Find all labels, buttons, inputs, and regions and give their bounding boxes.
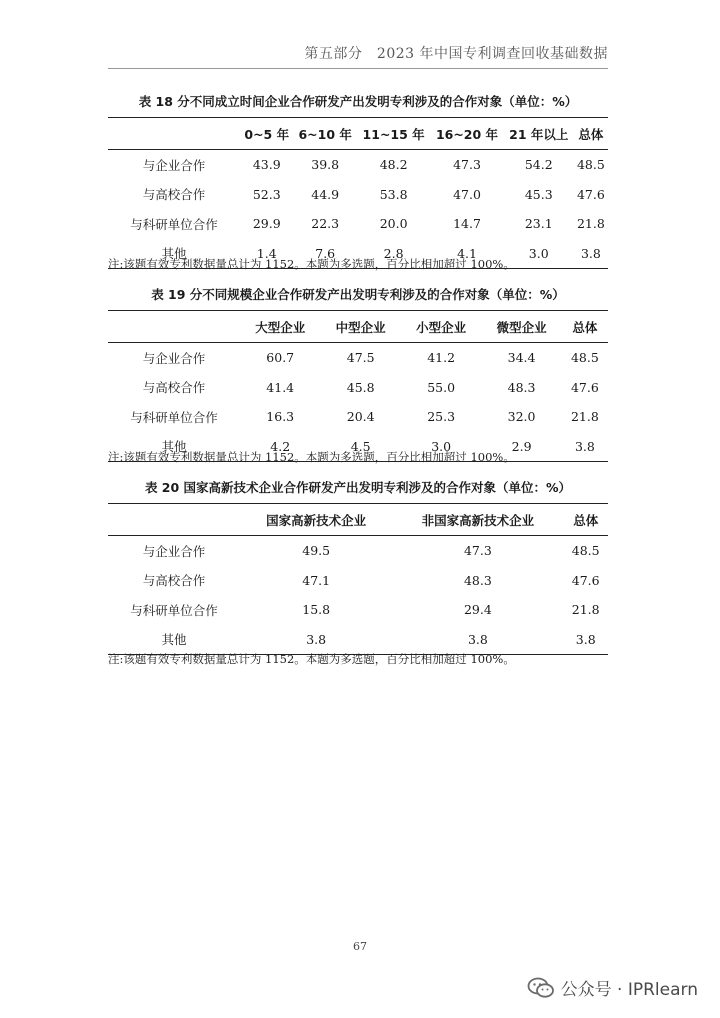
table-cell: 4.2 xyxy=(270,438,291,454)
column-header: 小型企业 xyxy=(416,319,467,335)
row-header: 其他 xyxy=(161,439,187,455)
table-cell: 41.2 xyxy=(427,350,456,366)
table-header-row xyxy=(108,504,608,536)
column-header: 大型企业 xyxy=(255,319,306,335)
table-cell: 41.4 xyxy=(266,379,295,395)
column-header: 21 年以上 xyxy=(509,126,569,142)
running-header: 第五部分 2023 年中国专利调查回收基础数据 xyxy=(304,46,608,62)
table-cell: 29.4 xyxy=(463,602,492,618)
column-header: 0~5 年 xyxy=(244,126,290,142)
page-number: 67 xyxy=(353,940,367,953)
table-cell: 47.0 xyxy=(453,186,481,202)
row-header: 与企业合作 xyxy=(142,350,206,366)
table-note: 注:该题有效专利数据量总计为 1152。本题为多选题，百分比相加超过 100%。 xyxy=(108,257,515,271)
column-header: 中型企业 xyxy=(335,319,386,335)
table-cell: 3.8 xyxy=(580,245,601,261)
table-cell: 32.0 xyxy=(507,409,536,425)
table-row xyxy=(108,343,608,373)
table-cell: 43.9 xyxy=(252,157,281,173)
table-cell: 47.6 xyxy=(570,379,599,395)
table-row xyxy=(108,402,608,432)
table-cell: 3.8 xyxy=(306,631,327,647)
table-cell: 21.8 xyxy=(570,409,599,425)
table-cell: 47.6 xyxy=(576,186,605,202)
row-header: 与高校合作 xyxy=(142,380,206,396)
table-cell: 3.8 xyxy=(467,631,488,647)
watermark xyxy=(527,975,698,1000)
table-cell: 22.3 xyxy=(311,216,340,232)
table-cell: 21.8 xyxy=(576,216,605,232)
table-cell: 47.3 xyxy=(463,543,492,559)
table-cell: 49.5 xyxy=(302,543,331,559)
column-header: 16~20 年 xyxy=(435,126,499,142)
row-header: 与科研单位合作 xyxy=(130,216,218,232)
table-header-row xyxy=(108,311,608,343)
table-row xyxy=(108,373,608,403)
row-header: 与科研单位合作 xyxy=(130,602,218,618)
column-header: 11~15 年 xyxy=(362,126,425,142)
table-cell: 54.2 xyxy=(524,157,553,173)
table-cell: 15.8 xyxy=(302,602,331,618)
column-header xyxy=(108,311,240,343)
row-header: 与科研单位合作 xyxy=(130,409,218,425)
watermark-text: 公众号 · IPRlearn xyxy=(560,980,698,1000)
row-header: 与高校合作 xyxy=(142,187,206,203)
table-cell: 47.6 xyxy=(571,572,600,588)
data-table xyxy=(108,117,608,269)
row-header: 其他 xyxy=(161,632,187,648)
table-cell: 47.3 xyxy=(453,157,481,173)
table-title: 表 18 分不同成立时间企业合作研发产出发明专利涉及的合作对象（单位：%） xyxy=(138,94,578,109)
table-cell: 44.9 xyxy=(311,186,340,202)
column-header: 微型企业 xyxy=(496,319,547,335)
column-header: 国家高新技术企业 xyxy=(266,512,367,528)
row-header: 其他 xyxy=(161,246,187,262)
table-cell: 55.0 xyxy=(427,379,456,395)
table-cell: 48.5 xyxy=(571,543,600,559)
table-cell: 25.3 xyxy=(427,409,456,425)
table-cell: 53.8 xyxy=(379,186,408,202)
table-cell: 23.1 xyxy=(524,216,553,232)
table-cell: 2.9 xyxy=(511,438,532,454)
table-row xyxy=(108,595,608,625)
table-row xyxy=(108,209,608,239)
column-header: 总体 xyxy=(578,126,604,142)
table-18-block xyxy=(108,92,608,269)
table-cell: 52.3 xyxy=(252,186,281,202)
table-cell: 34.4 xyxy=(507,350,536,366)
table-cell: 1.4 xyxy=(256,245,277,261)
table-cell: 60.7 xyxy=(266,350,295,366)
table-19-block xyxy=(108,285,608,462)
table-header-row xyxy=(108,118,608,150)
wechat-official-account-icon xyxy=(527,977,555,999)
header-rule xyxy=(108,68,608,69)
column-header: 6~10 年 xyxy=(298,126,352,142)
column-header xyxy=(108,118,240,150)
table-cell: 21.8 xyxy=(571,602,600,618)
table-note: 注:该题有效专利数据量总计为 1152。本题为多选题，百分比相加超过 100%。 xyxy=(108,450,515,464)
table-cell: 47.5 xyxy=(346,350,375,366)
table-cell: 29.9 xyxy=(252,216,281,232)
table-row xyxy=(108,625,608,655)
table-cell: 45.8 xyxy=(346,379,375,395)
table-cell: 3.8 xyxy=(575,631,596,647)
table-title: 表 20 国家高新技术企业合作研发产出发明专利涉及的合作对象（单位：%） xyxy=(144,480,572,495)
table-row xyxy=(108,150,608,180)
table-row xyxy=(108,536,608,566)
table-cell: 47.1 xyxy=(302,572,331,588)
column-header: 总体 xyxy=(573,512,599,528)
table-cell: 48.3 xyxy=(507,379,536,395)
row-header: 与企业合作 xyxy=(142,157,206,173)
table-cell: 3.0 xyxy=(431,438,452,454)
table-row xyxy=(108,180,608,210)
table-title: 表 19 分不同规模企业合作研发产出发明专利涉及的合作对象（单位：%） xyxy=(151,287,565,302)
table-cell: 4.5 xyxy=(350,438,371,454)
table-cell: 2.8 xyxy=(383,245,404,261)
table-cell: 3.8 xyxy=(574,438,595,454)
table-20-block xyxy=(108,478,608,655)
table-cell: 3.0 xyxy=(528,245,549,261)
data-table xyxy=(108,503,608,655)
table-cell: 4.1 xyxy=(457,245,477,261)
table-row xyxy=(108,566,608,596)
table-cell: 48.5 xyxy=(570,350,599,366)
table-cell: 48.3 xyxy=(463,572,492,588)
table-cell: 20.4 xyxy=(346,409,375,425)
table-note: 注:该题有效专利数据量总计为 1152。本题为多选题，百分比相加超过 100%。 xyxy=(108,652,515,666)
table-cell: 48.5 xyxy=(576,157,605,173)
table-cell: 14.7 xyxy=(453,216,481,232)
column-header: 非国家高新技术企业 xyxy=(421,512,535,528)
table-cell: 16.3 xyxy=(266,409,295,425)
row-header: 与企业合作 xyxy=(142,543,206,559)
table-cell: 45.3 xyxy=(524,186,553,202)
column-header: 总体 xyxy=(572,319,598,335)
table-cell: 20.0 xyxy=(379,216,408,232)
table-cell: 7.6 xyxy=(315,245,336,261)
data-table xyxy=(108,310,608,462)
table-cell: 48.2 xyxy=(379,157,408,173)
table-cell: 39.8 xyxy=(311,157,340,173)
column-header xyxy=(108,504,240,536)
row-header: 与高校合作 xyxy=(142,573,206,589)
